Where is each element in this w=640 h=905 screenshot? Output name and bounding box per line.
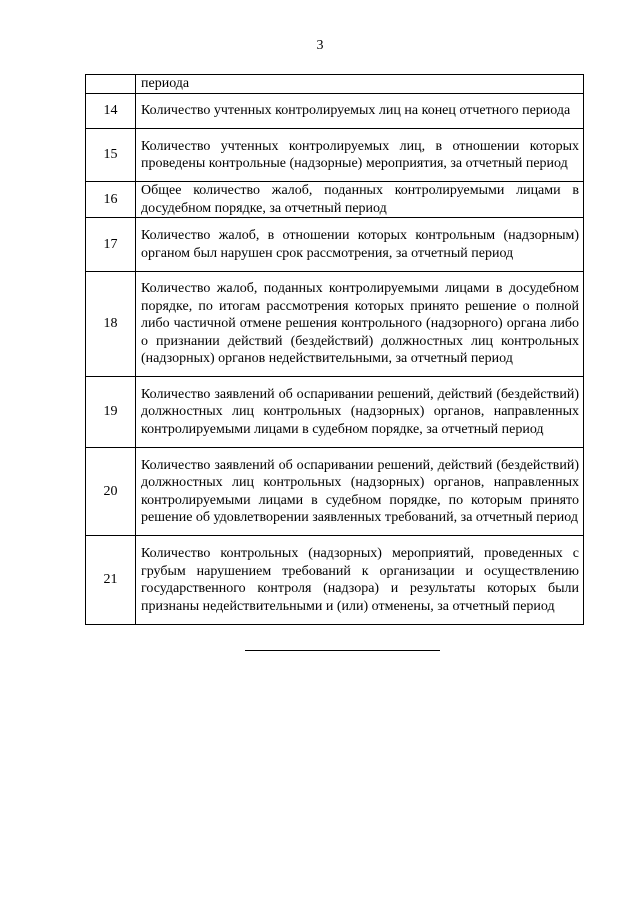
table-row xyxy=(86,94,584,129)
row-number: 21 xyxy=(86,536,136,625)
table-row xyxy=(86,448,584,536)
row-number: 16 xyxy=(86,182,136,218)
table-row xyxy=(86,182,584,218)
indicators-table xyxy=(85,74,584,625)
row-number: 18 xyxy=(86,272,136,377)
end-of-document-line xyxy=(245,650,440,651)
row-description: Общее количество жалоб, поданных контролируемыми лицами в досудебном порядке, за отчетный период xyxy=(136,182,584,218)
row-number: 15 xyxy=(86,129,136,182)
table-row xyxy=(86,75,584,94)
row-description: Количество заявлений об оспаривании решений, действий (бездействий) должностных лиц контрольных (надзорных) органов, направленных контролируемыми лицами в судебном порядке, за отчетный период xyxy=(136,377,584,448)
row-description: периода xyxy=(136,75,584,94)
table-row xyxy=(86,536,584,625)
table-row xyxy=(86,129,584,182)
row-description: Количество учтенных контролируемых лиц на конец отчетного периода xyxy=(136,94,584,129)
row-description: Количество контрольных (надзорных) мероприятий, проведенных с грубым нарушением требований к организации и осуществлению государственного контроля (надзора) и результаты которых были признаны недействительными и (или) отменены, за отчетный период xyxy=(136,536,584,625)
row-number: 17 xyxy=(86,218,136,272)
row-number xyxy=(86,75,136,94)
row-description: Количество жалоб, в отношении которых контрольным (надзорным) органом был нарушен срок рассмотрения, за отчетный период xyxy=(136,218,584,272)
row-number: 19 xyxy=(86,377,136,448)
table-row xyxy=(86,272,584,377)
table-row xyxy=(86,218,584,272)
page-number: 3 xyxy=(316,38,324,53)
table-row xyxy=(86,377,584,448)
row-number: 20 xyxy=(86,448,136,536)
row-description: Количество жалоб, поданных контролируемыми лицами в досудебном порядке, по итогам рассмотрения которых принято решение о полной либо частичной отмене решения контрольного (надзорного) органа либо о признании действий (бездействий) должностных лиц контрольных (надзорных) органов недействительными, за отчетный период xyxy=(136,272,584,377)
row-number: 14 xyxy=(86,94,136,129)
row-description: Количество учтенных контролируемых лиц, в отношении которых проведены контрольные (надзорные) мероприятия, за отчетный период xyxy=(136,129,584,182)
row-description: Количество заявлений об оспаривании решений, действий (бездействий) должностных лиц контрольных (надзорных) органов, направленных контролируемыми лицами в судебном порядке, по которым принято решение об удовлетворении заявленных требований, за отчетный период xyxy=(136,448,584,536)
